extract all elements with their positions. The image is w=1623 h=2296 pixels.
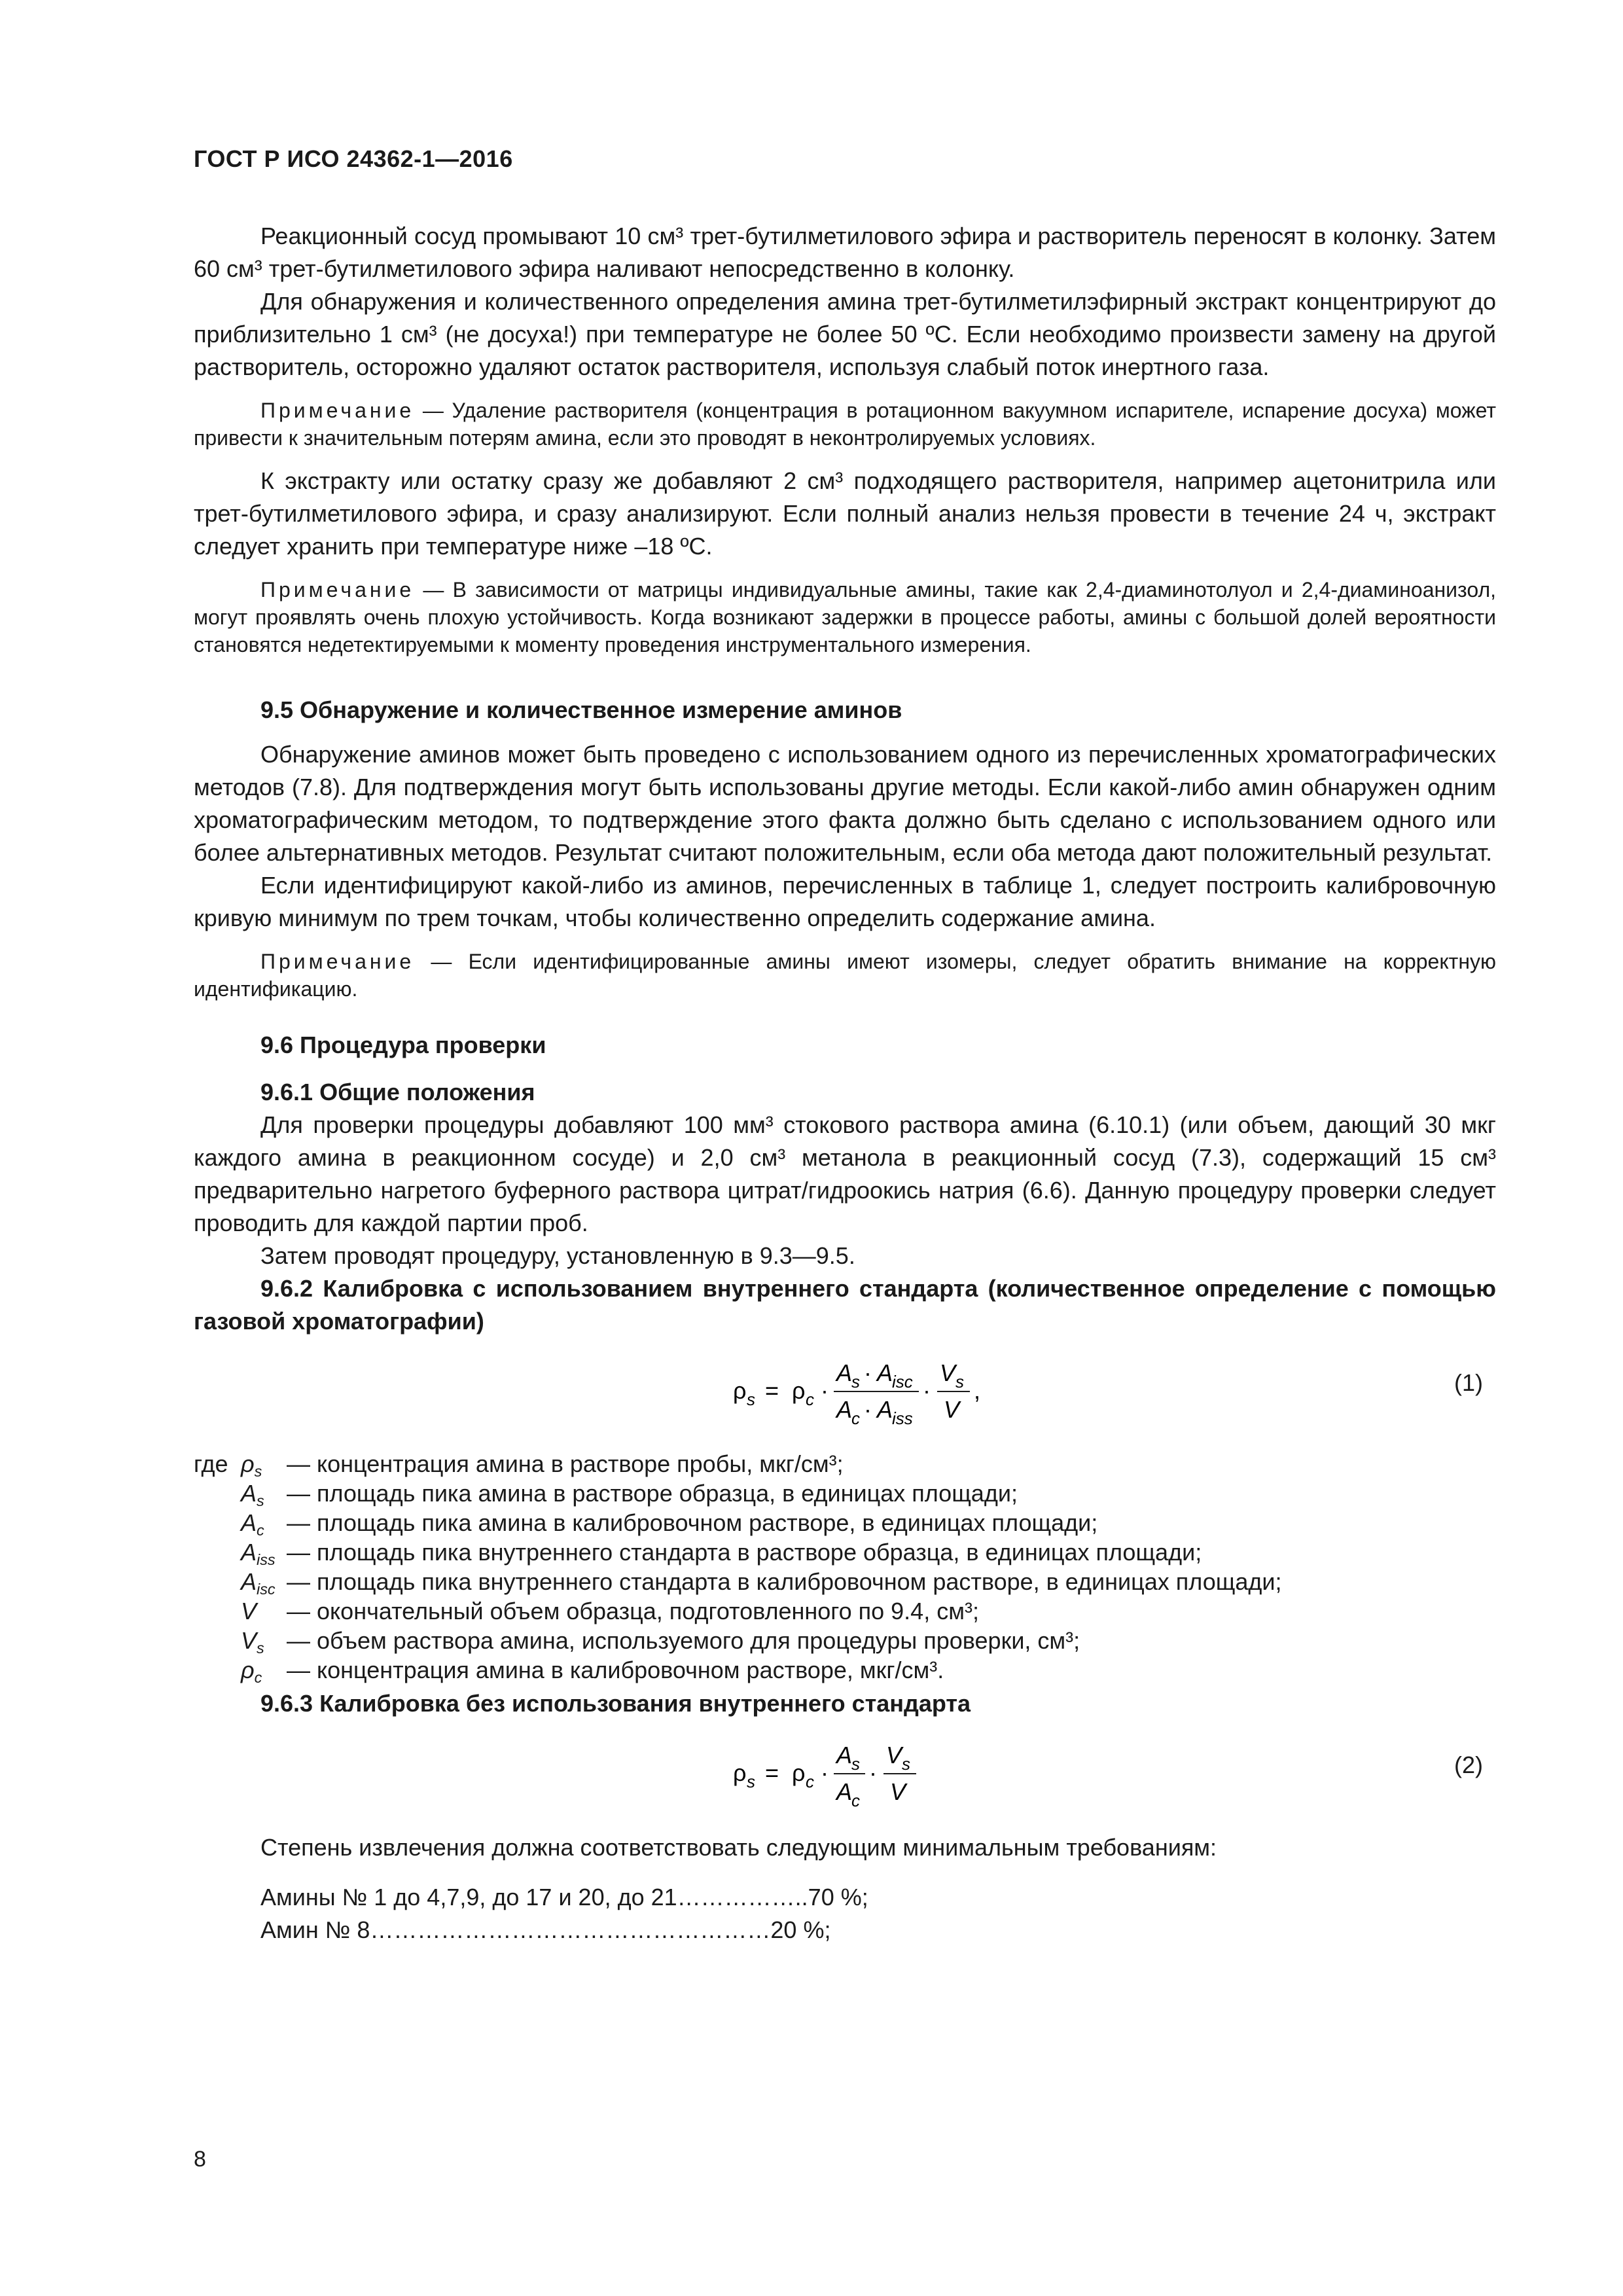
- paragraph-2: Для обнаружения и количественного определения амина трет-бутилметилэфирный экстракт концентрируют до приблизительно 1 см³ (не досуха!) при температуре не более 50 ºС. Если необходимо произвести замену на другой растворитель, осторожно удаляют остаток растворителя, используя слабый поток инертного газа.: [194, 288, 1496, 380]
- definition-row: [194, 1537, 1496, 1567]
- section-heading-9-6-2: 9.6.2 Калибровка с использованием внутреннего стандарта (количественное определение с помощью газовой хроматографии): [194, 1275, 1496, 1335]
- definition-symbol: $A_{isc}$: [241, 1568, 276, 1598]
- section-heading-9-6-3: 9.6.3 Калибровка без использования внутреннего стандарта: [260, 1690, 971, 1717]
- criterion-row: Амины № 1 до 4,7,9, до 17 и 20, до 21……………..70 %;: [260, 1884, 868, 1910]
- eq2-fraction-2: [883, 1742, 916, 1805]
- paragraph-1: Реакционный сосуд промывают 10 см³ трет-бутилметилового эфира и растворитель переносят в колонку. Затем 60 см³ трет-бутилметилового эфира наливают непосредственно в колонку.: [194, 223, 1496, 282]
- svg-text:V: V: [940, 1359, 956, 1386]
- svg-text:ρ: ρ: [733, 1377, 747, 1404]
- svg-text:=: =: [765, 1759, 779, 1786]
- equation-2: [194, 1724, 1496, 1822]
- svg-text:·: ·: [821, 1759, 829, 1786]
- svg-text:·: ·: [821, 1377, 829, 1404]
- svg-text:·: ·: [864, 1396, 872, 1423]
- note-text: — Если идентифицированные амины имеют изомеры, следует обратить внимание на корректную идентификацию.: [194, 950, 1496, 1001]
- definition-row: [194, 1508, 1496, 1537]
- note-label: Примечание: [260, 578, 415, 601]
- definition-symbol: $A_s$: [241, 1480, 264, 1510]
- svg-text:s: s: [747, 1390, 755, 1409]
- page-number: 8: [194, 2147, 206, 2172]
- section-heading-9-6: 9.6 Процедура проверки: [260, 1031, 546, 1058]
- eq1-fraction-2: [937, 1359, 970, 1423]
- svg-text:·: ·: [923, 1377, 931, 1404]
- definition-text: — площадь пика внутреннего стандарта в калибровочном растворе, в единицах площади;: [287, 1568, 1282, 1595]
- svg-text:A: A: [836, 1359, 853, 1386]
- svg-text:c: c: [851, 1408, 860, 1428]
- eq2-lhs: [733, 1759, 829, 1791]
- svg-text:ρ: ρ: [792, 1759, 806, 1786]
- equation-1: [194, 1342, 1496, 1440]
- criterion-row: Амин № 8……………………………………………20 %;: [260, 1916, 831, 1943]
- svg-text:s: s: [851, 1754, 860, 1774]
- definition-row: [194, 1596, 1496, 1626]
- definition-text: — концентрация амина в растворе пробы, мкг/см³;: [287, 1450, 844, 1477]
- definition-row: [194, 1567, 1496, 1596]
- svg-text:c: c: [806, 1772, 814, 1791]
- definition-symbol: $A_c$: [241, 1509, 264, 1539]
- svg-text:ρ: ρ: [733, 1759, 747, 1786]
- svg-text:A: A: [836, 1742, 853, 1768]
- definition-row: [194, 1479, 1496, 1508]
- definitions-list: [194, 1449, 1496, 1685]
- eq1-lhs: [733, 1377, 829, 1409]
- definition-symbol: V: [241, 1598, 257, 1624]
- svg-text:,: ,: [974, 1377, 981, 1404]
- section-heading-9-6-1: 9.6.1 Общие положения: [260, 1079, 535, 1105]
- svg-text:c: c: [851, 1791, 860, 1810]
- svg-text:A: A: [877, 1396, 893, 1423]
- definition-text: — площадь пика внутреннего стандарта в растворе образца, в единицах площади;: [287, 1539, 1202, 1566]
- definition-text: — площадь пика амина в калибровочном растворе, в единицах площади;: [287, 1509, 1098, 1536]
- note-text: — Удаление растворителя (концентрация в ротационном вакуумном испарителе, испарение досуха) может привести к значительным потерям амина, если это проводят в неконтролируемых условиях.: [194, 399, 1496, 450]
- note-text: — В зависимости от матрицы индивидуальные амины, такие как 2,4-диаминотолуол и 2,4-диаминоанизол, могут проявлять очень плохую устойчивость. Когда возникают задержки в процессе работы, амины с большой долей вероятности становятся недетектируемыми к моменту проведения инструментального измерения.: [194, 578, 1496, 656]
- svg-text:·: ·: [864, 1359, 872, 1386]
- svg-text:s: s: [851, 1372, 860, 1391]
- definition-symbol: $V_s$: [241, 1627, 264, 1657]
- paragraph-5: Если идентифицируют какой-либо из аминов, перечисленных в таблице 1, следует построить калибровочную кривую минимум по трем точкам, чтобы количественно определить содержание амина.: [194, 872, 1496, 931]
- equation-1-number: (1): [1454, 1369, 1483, 1396]
- svg-text:s: s: [747, 1772, 755, 1791]
- definition-symbol: $A_{iss}$: [241, 1539, 276, 1569]
- definition-text: — площадь пика амина в растворе образца, в единицах площади;: [287, 1480, 1018, 1507]
- definition-row: [194, 1449, 1496, 1479]
- definition-row: [194, 1655, 1496, 1685]
- definition-row: [194, 1626, 1496, 1655]
- equation-2-graphic: [194, 1724, 1496, 1822]
- equation-1-graphic: [194, 1342, 1496, 1440]
- svg-text:A: A: [836, 1778, 853, 1805]
- svg-text:s: s: [902, 1754, 910, 1774]
- definition-text: — объем раствора амина, используемого для процедуры проверки, см³;: [287, 1627, 1080, 1654]
- eq1-fraction-1: [834, 1359, 919, 1428]
- svg-text:iss: iss: [892, 1408, 913, 1428]
- definition-text: — окончательный объем образца, подготовленного по 9.4, см³;: [287, 1598, 979, 1624]
- note-3: [194, 948, 1496, 1003]
- svg-text:V: V: [890, 1778, 906, 1805]
- where-label: где: [194, 1450, 228, 1477]
- svg-text:V: V: [944, 1396, 960, 1423]
- svg-text:s: s: [955, 1372, 964, 1391]
- paragraph-6: Для проверки процедуры добавляют 100 мм³ стокового раствора амина (6.10.1) (или объем, дающий 30 мкг каждого амина в реакционном сосуде) и 2,0 см³ метанола в реакционный сосуд (7.3), содержащий 15 см³ предварительно нагретого буферного раствора цитрат/гидроокись натрия (6.6). Данную процедуру проверки следует проводить для каждой партии проб.: [194, 1111, 1496, 1236]
- paragraph-3: К экстракту или остатку сразу же добавляют 2 см³ подходящего растворителя, например ацетонитрила или трет-бутилметилового эфира, и сразу анализируют. Если полный анализ нельзя провести в течение 24 ч, экстракт следует хранить при температуре ниже –18 ºС.: [194, 467, 1496, 560]
- note-label: Примечание: [260, 950, 415, 973]
- note-2: [194, 576, 1496, 658]
- svg-text:·: ·: [869, 1759, 877, 1786]
- document-header: ГОСТ Р ИСО 24362-1—2016: [194, 145, 513, 172]
- svg-text:A: A: [836, 1396, 853, 1423]
- recovery-criteria: [194, 1881, 1496, 1946]
- paragraph-8: Степень извлечения должна соответствовать следующим минимальным требованиям:: [260, 1834, 1217, 1861]
- definition-text: — концентрация амина в калибровочном растворе, мкг/см³.: [287, 1657, 944, 1683]
- note-label: Примечание: [260, 399, 415, 422]
- svg-text:A: A: [877, 1359, 893, 1386]
- section-heading-9-5: 9.5 Обнаружение и количественное измерение аминов: [260, 696, 902, 723]
- paragraph-4: Обнаружение аминов может быть проведено с использованием одного из перечисленных хроматографических методов (7.8). Для подтверждения могут быть использованы другие методы. Если какой-либо амин обнаружен одним хроматографическим методом, то подтверждение этого факта должно быть сделано с использованием одного или более альтернативных методов. Результат считают положительным, если оба метода дают положительный результат.: [194, 741, 1496, 866]
- note-1: [194, 397, 1496, 452]
- svg-text:isc: isc: [892, 1372, 913, 1391]
- svg-text:c: c: [806, 1390, 814, 1409]
- document-body: [194, 220, 1496, 1946]
- svg-text:V: V: [886, 1742, 902, 1768]
- svg-text:ρ: ρ: [792, 1377, 806, 1404]
- paragraph-7: Затем проводят процедуру, установленную в 9.3—9.5.: [260, 1242, 855, 1269]
- equation-2-number: (2): [1454, 1751, 1483, 1778]
- eq2-fraction-1: [834, 1742, 865, 1810]
- definition-symbol: $\rho_s$: [241, 1450, 262, 1480]
- definition-symbol: $\rho_c$: [241, 1657, 262, 1687]
- svg-text:=: =: [765, 1377, 779, 1404]
